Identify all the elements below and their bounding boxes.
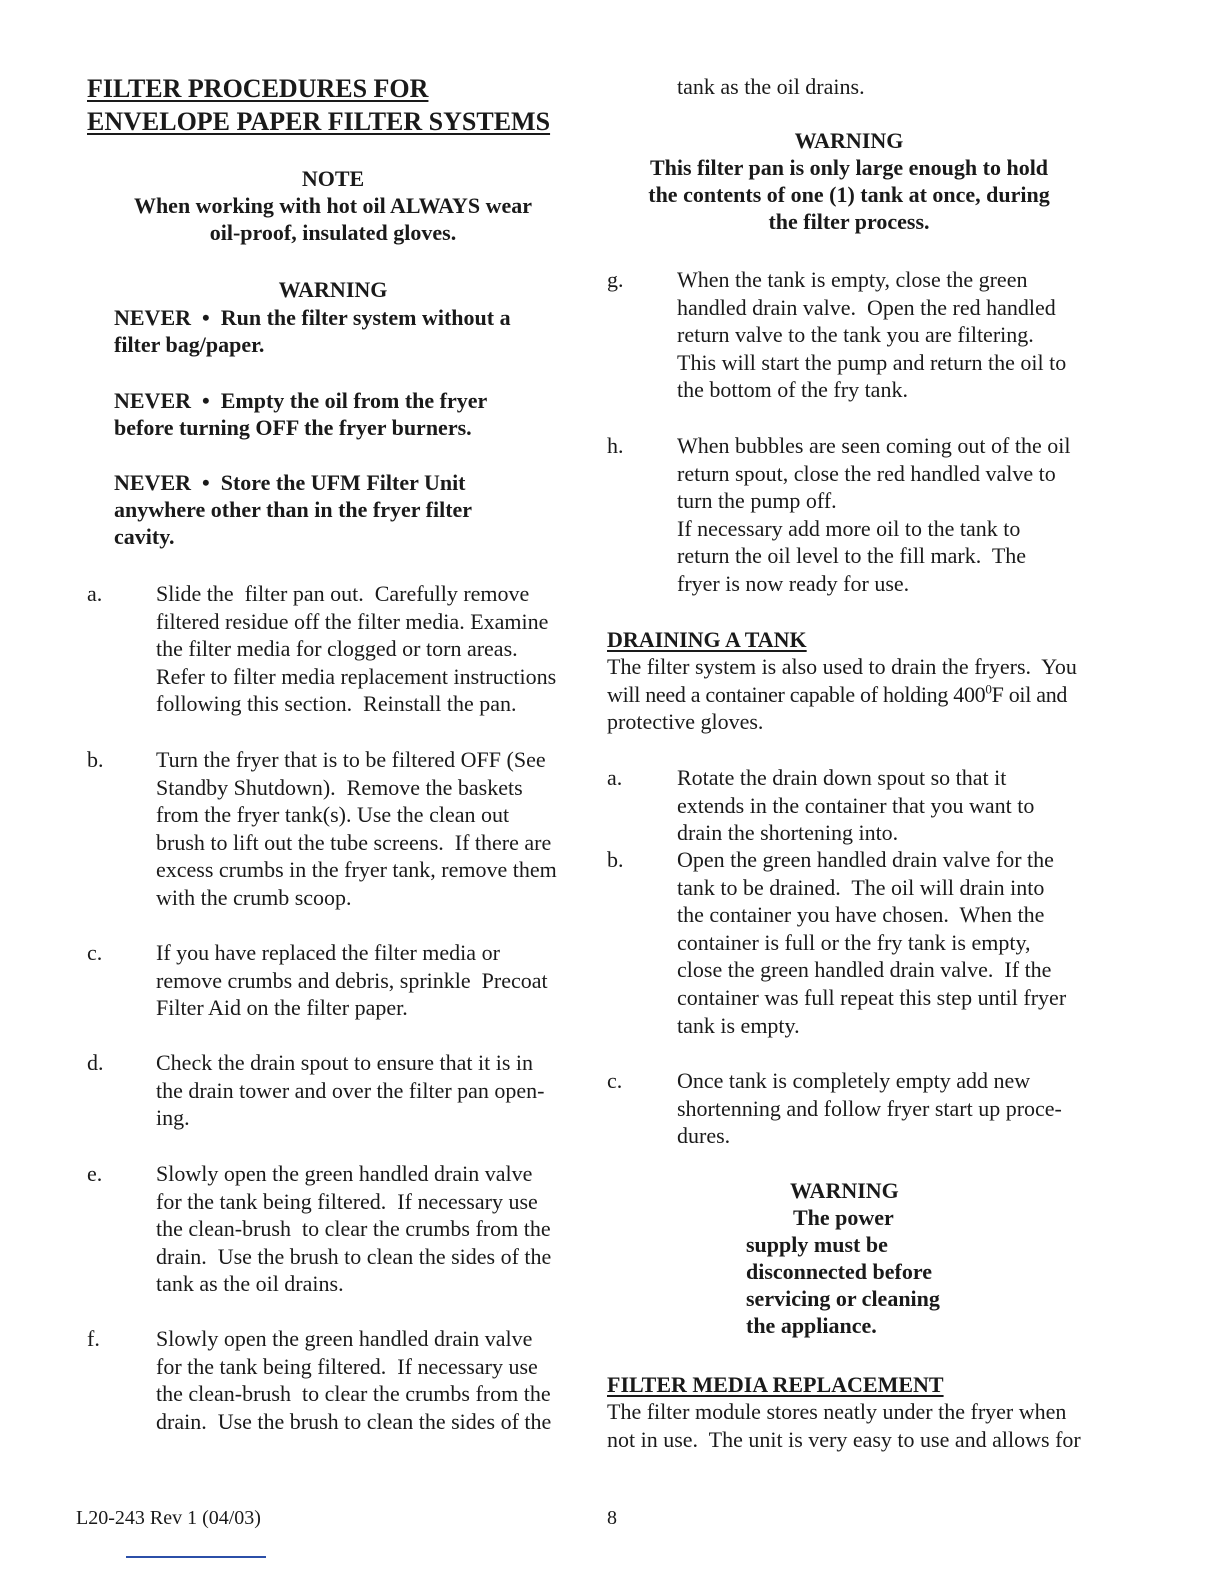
document-id: L20-243 Rev 1 (04/03) <box>76 1507 261 1529</box>
step-b-text: Turn the fryer that is to be filtered OFF (See Standby Shutdown). Remove the baskets from the fryer tank(s). Use the clean out brush to lift out the tube screens. If there are excess crumbs in the fryer tank, remove them with the crumb scoop. <box>156 747 557 910</box>
continuation-text: tank as the oil drains. <box>677 74 865 99</box>
step-c-text: If you have replaced the filter media or remove crumbs and debris, sprinkle Precoat Filter Aid on the filter paper. <box>156 940 548 1021</box>
step-h-label: h. <box>607 433 624 458</box>
drain-step-c-label: c. <box>607 1068 623 1093</box>
drain-step-a-label: a. <box>607 765 623 790</box>
warning-filter-pan: WARNING This filter pan is only large enough to hold the contents of one (1) tank at once, during the filter process. <box>607 127 1091 235</box>
step-d-label: d. <box>87 1050 104 1075</box>
warning-title: WARNING <box>794 128 904 153</box>
footer-rule <box>126 1556 266 1558</box>
step-g-label: g. <box>607 267 624 292</box>
drain-step-a-text: Rotate the drain down spout so that it extends in the container that you want to drain the shortening into. <box>677 765 1035 846</box>
page-number: 8 <box>607 1507 617 1529</box>
media-text: The filter module stores neatly under the fryer when not in use. The unit is very easy to use and allows for <box>607 1399 1081 1452</box>
step-d-text: Check the drain spout to ensure that it is in the drain tower and over the filter pan open- ing. <box>156 1050 545 1131</box>
drain-step-c-text: Once tank is completely empty add new shortenning and follow fryer start up proce- dures. <box>677 1068 1062 1149</box>
warning-title: WARNING <box>790 1178 899 1203</box>
warning-item-2: NEVER • Empty the oil from the fryer before turning OFF the fryer burners. <box>114 388 488 440</box>
step-e-text: Slowly open the green handled drain valve for the tank being filtered. If necessary use the clean-brush to clear the crumbs from the drain. Use the brush to clean the sides of the tank as the oil drains. <box>156 1161 552 1297</box>
media-heading: FILTER MEDIA REPLACEMENT <box>607 1372 944 1397</box>
step-c-label: c. <box>87 940 103 965</box>
step-f-text: Slowly open the green handled drain valve for the tank being filtered. If necessary use the clean-brush to clear the crumbs from the drain. Use the brush to clean the sides of the <box>156 1326 552 1434</box>
step-e-label: e. <box>87 1161 103 1186</box>
warning-power: WARNING The power supply must be disconnected before servicing or cleaning the appliance. <box>746 1178 940 1338</box>
warning-item-3: NEVER • Store the UFM Filter Unit anywhere other than in the fryer filter cavity. <box>114 470 473 549</box>
note-block: NOTE When working with hot oil ALWAYS wear oil-proof, insulated gloves. <box>87 165 579 246</box>
step-a-text: Slide the filter pan out. Carefully remove filtered residue off the filter media. Examine the filter media for clogged or torn areas. Refer to filter media replacement instructions following this section. Reinstall the pan. <box>156 581 557 717</box>
step-h-text: When bubbles are seen coming out of the oil return spout, close the red handled valve to turn the pump off. If necessary add more oil to the tank to return the oil level to the fill mark. The fryer is now ready for use. <box>677 433 1071 596</box>
page-heading: FILTER PROCEDURES FOR ENVELOPE PAPER FILTER SYSTEMS <box>87 74 551 136</box>
draining-intro: The filter system is also used to drain the fryers. You will need a container capable of holding $400^0F$ oil and protective gloves. <box>607 654 1077 735</box>
step-b-label: b. <box>87 747 104 772</box>
degree-superscript: 0 <box>985 681 992 697</box>
note-title: NOTE <box>301 166 365 191</box>
warning-item-1: NEVER • Run the filter system without a filter bag/paper. <box>114 305 511 357</box>
step-f-label: f. <box>87 1326 100 1351</box>
step-a-label: a. <box>87 581 103 606</box>
step-g-text: When the tank is empty, close the green handled drain valve. Open the red handled return valve to the tank you are filtering. This will start the pump and return the oil to the bottom of the fry tank. <box>677 267 1067 403</box>
draining-heading: DRAINING A TANK <box>607 627 807 652</box>
drain-step-b-label: b. <box>607 847 624 872</box>
warning-title: WARNING <box>278 277 388 302</box>
drain-step-b-text: Open the green handled drain valve for the tank to be drained. The oil will drain into the container you have chosen. When the container is full or the fry tank is empty, close the green handled drain valve. If the container was full repeat this step until fryer tank is empty. <box>677 847 1067 1038</box>
